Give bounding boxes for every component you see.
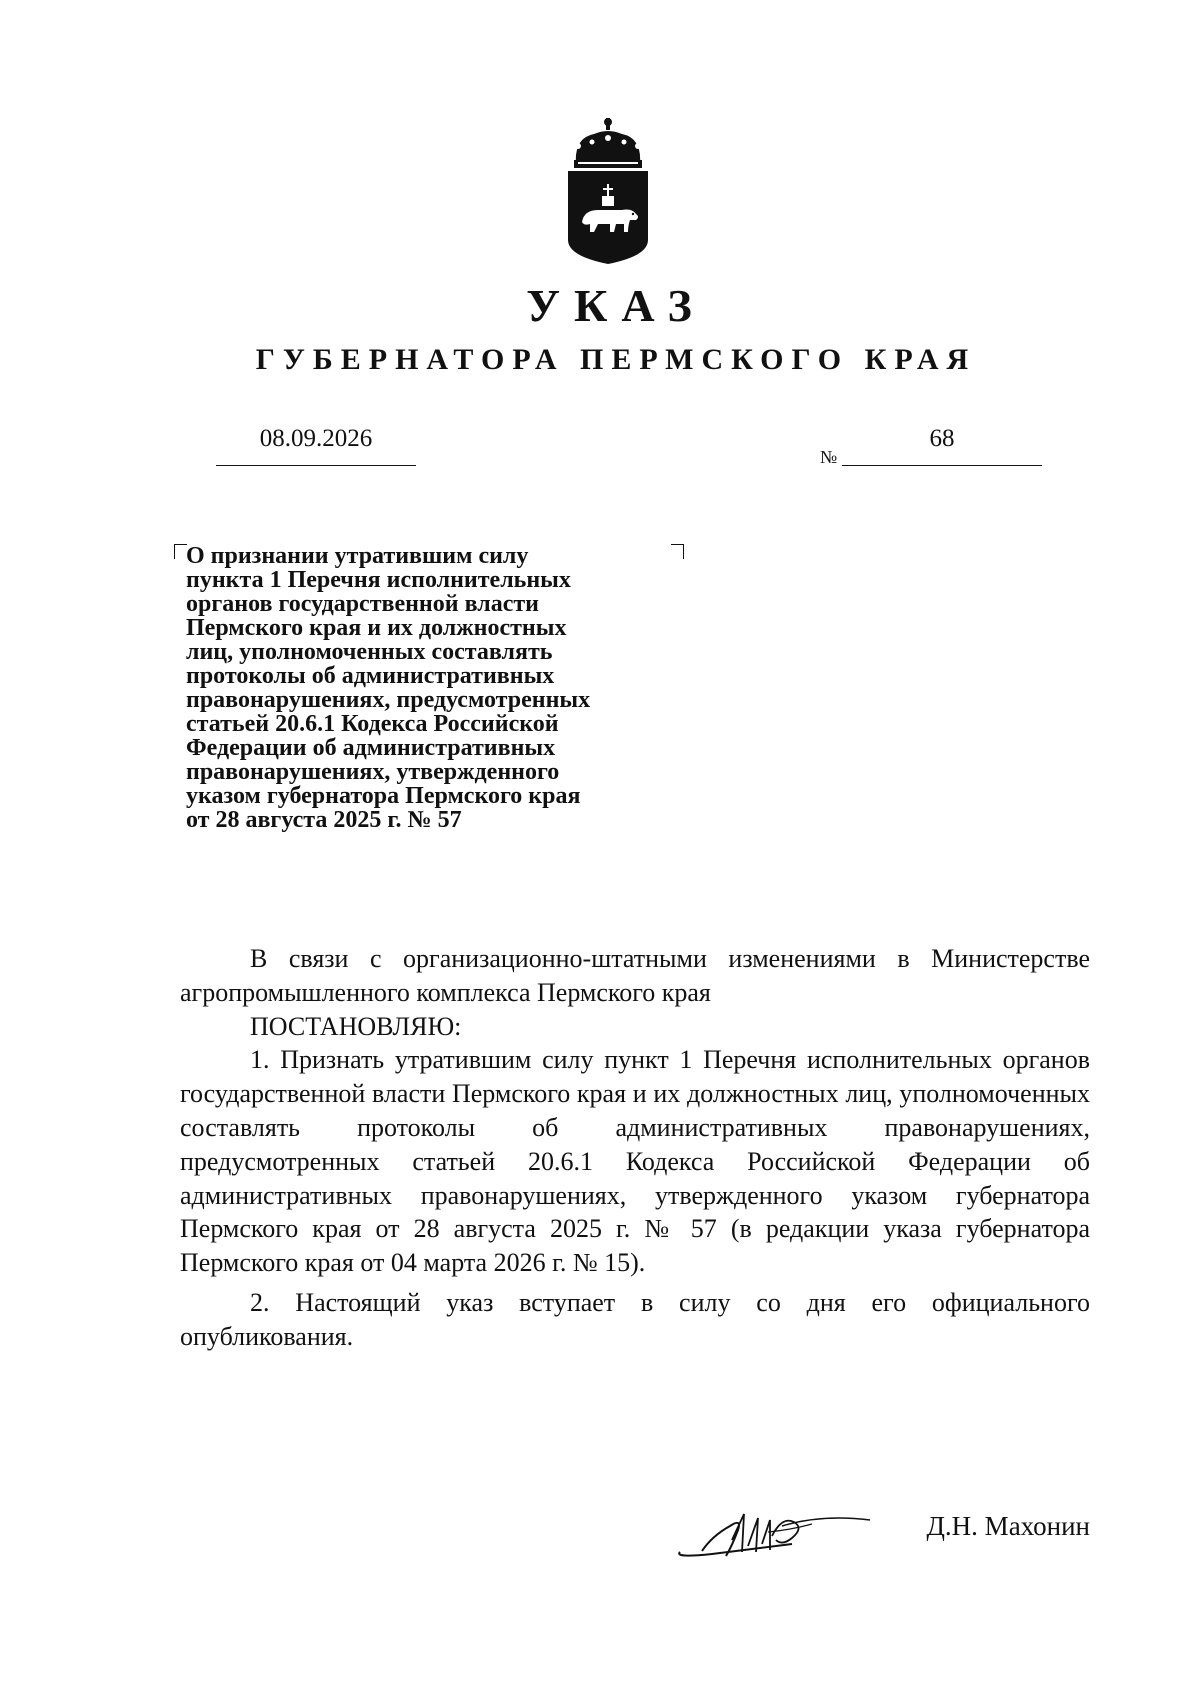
decree-item-2: 2. Настоящий указ вступает в силу со дня его официального опубликования. [180, 1287, 1090, 1351]
decree-item-1: 1. Признать утратившим силу пункт 1 Перечня исполнительных органов государственной власти Пермского края и их должностных лиц, уполномоченных составлять протоколы об административных правонарушениях, предусмотренных статьей 20.6.1 Кодекса Российской Федерации об административных правонарушениях, утвержденного указом губернатора Пермского края от 28 августа 2025 г. № 57 (в редакции указа губернатора Пермского края от 04 марта 2026 г. № 15). [180, 1045, 1090, 1278]
decree-word: ПОСТАНОВЛЯЮ: [250, 1011, 462, 1041]
signer-name: Д.Н. Махонин [926, 1511, 1090, 1541]
heading-line: органов государственной власти [186, 591, 539, 617]
heading-line: О признании утратившим силу [186, 543, 529, 569]
number-underline [842, 465, 1042, 466]
heading-line: правонарушениях, утвержденного [186, 759, 560, 785]
heading-line: протоколы об административных [186, 663, 555, 689]
heading-line: от 28 августа 2025 г. № 57 [186, 807, 462, 833]
document-title: УКАЗ [526, 280, 706, 331]
number-sign: № [820, 447, 838, 467]
heading-line: Федерации об административных [186, 735, 556, 761]
decree-number: 68 [929, 425, 955, 452]
heading-line: статьей 20.6.1 Кодекса Российской [186, 711, 559, 737]
preamble-paragraph: В связи с организационно-штатными изменениями в Министерстве агропромышленного комплекса Пермского края [180, 944, 1090, 1007]
heading-line: пункта 1 Перечня исполнительных [186, 567, 571, 593]
coat-of-arms-icon [564, 116, 652, 266]
handwritten-signature-icon [672, 1496, 877, 1566]
heading-line: лиц, уполномоченных составлять [186, 639, 553, 665]
decree-date: 08.09.2026 [259, 425, 373, 452]
date-underline [216, 465, 416, 466]
heading-line: указом губернатора Пермского края [186, 783, 581, 809]
document-subtitle: ГУБЕРНАТОРА ПЕРМСКОГО КРАЯ [255, 343, 977, 376]
heading-line: правонарушениях, предусмотренных [186, 687, 591, 713]
heading-line: Пермского края и их должностных [186, 615, 567, 641]
decree-heading [186, 544, 686, 832]
decree-body [180, 942, 1090, 1354]
